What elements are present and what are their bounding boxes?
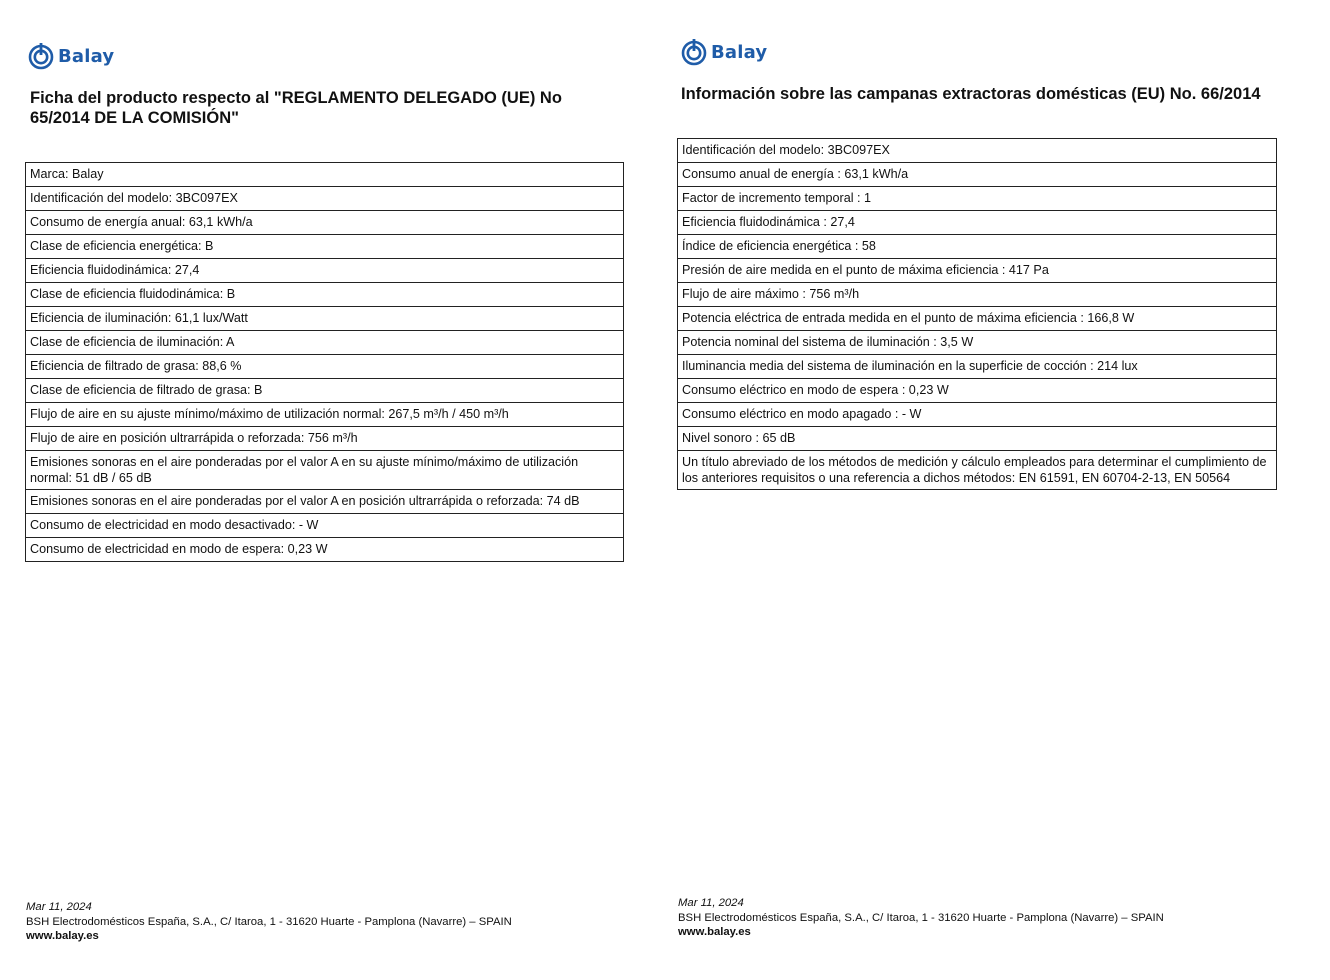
footer-website: www.balay.es (678, 926, 751, 938)
table-cell: Nivel sonoro : 65 dB (678, 427, 1277, 451)
table-row (26, 379, 624, 403)
table-row (26, 451, 624, 490)
footer-address: BSH Electrodomésticos España, S.A., C/ Itaroa, 1 - 31620 Huarte - Pamplona (Navarre) – SPAIN (26, 915, 512, 928)
table-row (26, 283, 624, 307)
table-cell: Potencia nominal del sistema de iluminación : 3,5 W (678, 331, 1277, 355)
footer-address: BSH Electrodomésticos España, S.A., C/ Itaroa, 1 - 31620 Huarte - Pamplona (Navarre) – SPAIN (678, 911, 1164, 924)
table-cell: Flujo de aire máximo : 756 m³/h (678, 283, 1277, 307)
table-row (678, 259, 1277, 283)
table-cell: Factor de incremento temporal : 1 (678, 187, 1277, 211)
table-row (678, 163, 1277, 187)
product-sheet-page-right (665, 0, 1330, 980)
table-cell: Identificación del modelo: 3BC097EX (678, 139, 1277, 163)
table-row (26, 427, 624, 451)
balay-logo-text: Balay (711, 41, 768, 63)
table-row (26, 490, 624, 514)
table-row (678, 331, 1277, 355)
table-cell: Clase de eficiencia de iluminación: A (26, 331, 624, 355)
table-row (678, 427, 1277, 451)
table-row (678, 307, 1277, 331)
table-row (26, 538, 624, 562)
table-row (26, 331, 624, 355)
table-row (678, 283, 1277, 307)
balay-logo-icon (28, 42, 54, 70)
table-cell: Presión de aire medida en el punto de máxima eficiencia : 417 Pa (678, 259, 1277, 283)
table-cell: Flujo de aire en posición ultrarrápida o reforzada: 756 m³/h (26, 427, 624, 451)
table-row (26, 211, 624, 235)
table-row (678, 235, 1277, 259)
table-row (26, 259, 624, 283)
product-data-table (677, 138, 1277, 490)
table-row (26, 187, 624, 211)
balay-logo (28, 42, 114, 70)
table-row (678, 187, 1277, 211)
product-data-table (25, 162, 624, 562)
footer-website: www.balay.es (26, 930, 99, 942)
table-cell: Marca: Balay (26, 163, 624, 187)
table-cell: Clase de eficiencia energética: B (26, 235, 624, 259)
table-row (678, 451, 1277, 490)
page-title: Ficha del producto respecto al "REGLAMENTO DELEGADO (UE) No 65/2014 DE LA COMISIÓN" (30, 89, 562, 127)
page-title: Información sobre las campanas extractoras domésticas (EU) No. 66/2014 (681, 85, 1261, 103)
table-cell: Índice de eficiencia energética : 58 (678, 235, 1277, 259)
table-cell: Eficiencia fluidodinámica: 27,4 (26, 259, 624, 283)
table-cell: Consumo de energía anual: 63,1 kWh/a (26, 211, 624, 235)
table-cell: Consumo eléctrico en modo de espera : 0,23 W (678, 379, 1277, 403)
table-cell: Clase de eficiencia fluidodinámica: B (26, 283, 624, 307)
table-row (26, 403, 624, 427)
page-footer (26, 900, 512, 944)
balay-logo-text: Balay (58, 45, 115, 67)
table-cell: Eficiencia de filtrado de grasa: 88,6 % (26, 355, 624, 379)
table-cell: Flujo de aire en su ajuste mínimo/máximo de utilización normal: 267,5 m³/h / 450 m³/h (26, 403, 624, 427)
table-cell: Consumo de electricidad en modo desactivado: - W (26, 514, 624, 538)
balay-logo (681, 38, 767, 66)
table-cell: Identificación del modelo: 3BC097EX (26, 187, 624, 211)
table-row (26, 235, 624, 259)
table-cell: Emisiones sonoras en el aire ponderadas por el valor A en posición ultrarrápida o reforzada: 74 dB (26, 490, 624, 514)
balay-logo-icon (681, 38, 707, 66)
table-cell: Emisiones sonoras en el aire ponderadas por el valor A en su ajuste mínimo/máximo de utilización normal: 51 dB / 65 dB (26, 451, 624, 490)
table-row (26, 163, 624, 187)
table-cell: Un título abreviado de los métodos de medición y cálculo empleados para determinar el cumplimiento de los anteriores requisitos o una referencia a dichos métodos: EN 61591, EN 60704-2-13, EN 50564 (678, 451, 1277, 490)
table-cell: Clase de eficiencia de filtrado de grasa: B (26, 379, 624, 403)
footer-date: Mar 11, 2024 (26, 901, 92, 913)
table-row (26, 307, 624, 331)
table-row (678, 139, 1277, 163)
table-cell: Consumo de electricidad en modo de espera: 0,23 W (26, 538, 624, 562)
table-row (26, 355, 624, 379)
table-row (678, 403, 1277, 427)
table-row (678, 211, 1277, 235)
table-row (678, 355, 1277, 379)
table-cell: Iluminancia media del sistema de iluminación en la superficie de cocción : 214 lux (678, 355, 1277, 379)
table-row (26, 514, 624, 538)
table-row (678, 379, 1277, 403)
table-cell: Potencia eléctrica de entrada medida en el punto de máxima eficiencia : 166,8 W (678, 307, 1277, 331)
table-cell: Eficiencia fluidodinámica : 27,4 (678, 211, 1277, 235)
page-footer (678, 896, 1164, 940)
table-cell: Eficiencia de iluminación: 61,1 lux/Watt (26, 307, 624, 331)
table-cell: Consumo eléctrico en modo apagado : - W (678, 403, 1277, 427)
footer-date: Mar 11, 2024 (678, 897, 744, 909)
table-cell: Consumo anual de energía : 63,1 kWh/a (678, 163, 1277, 187)
